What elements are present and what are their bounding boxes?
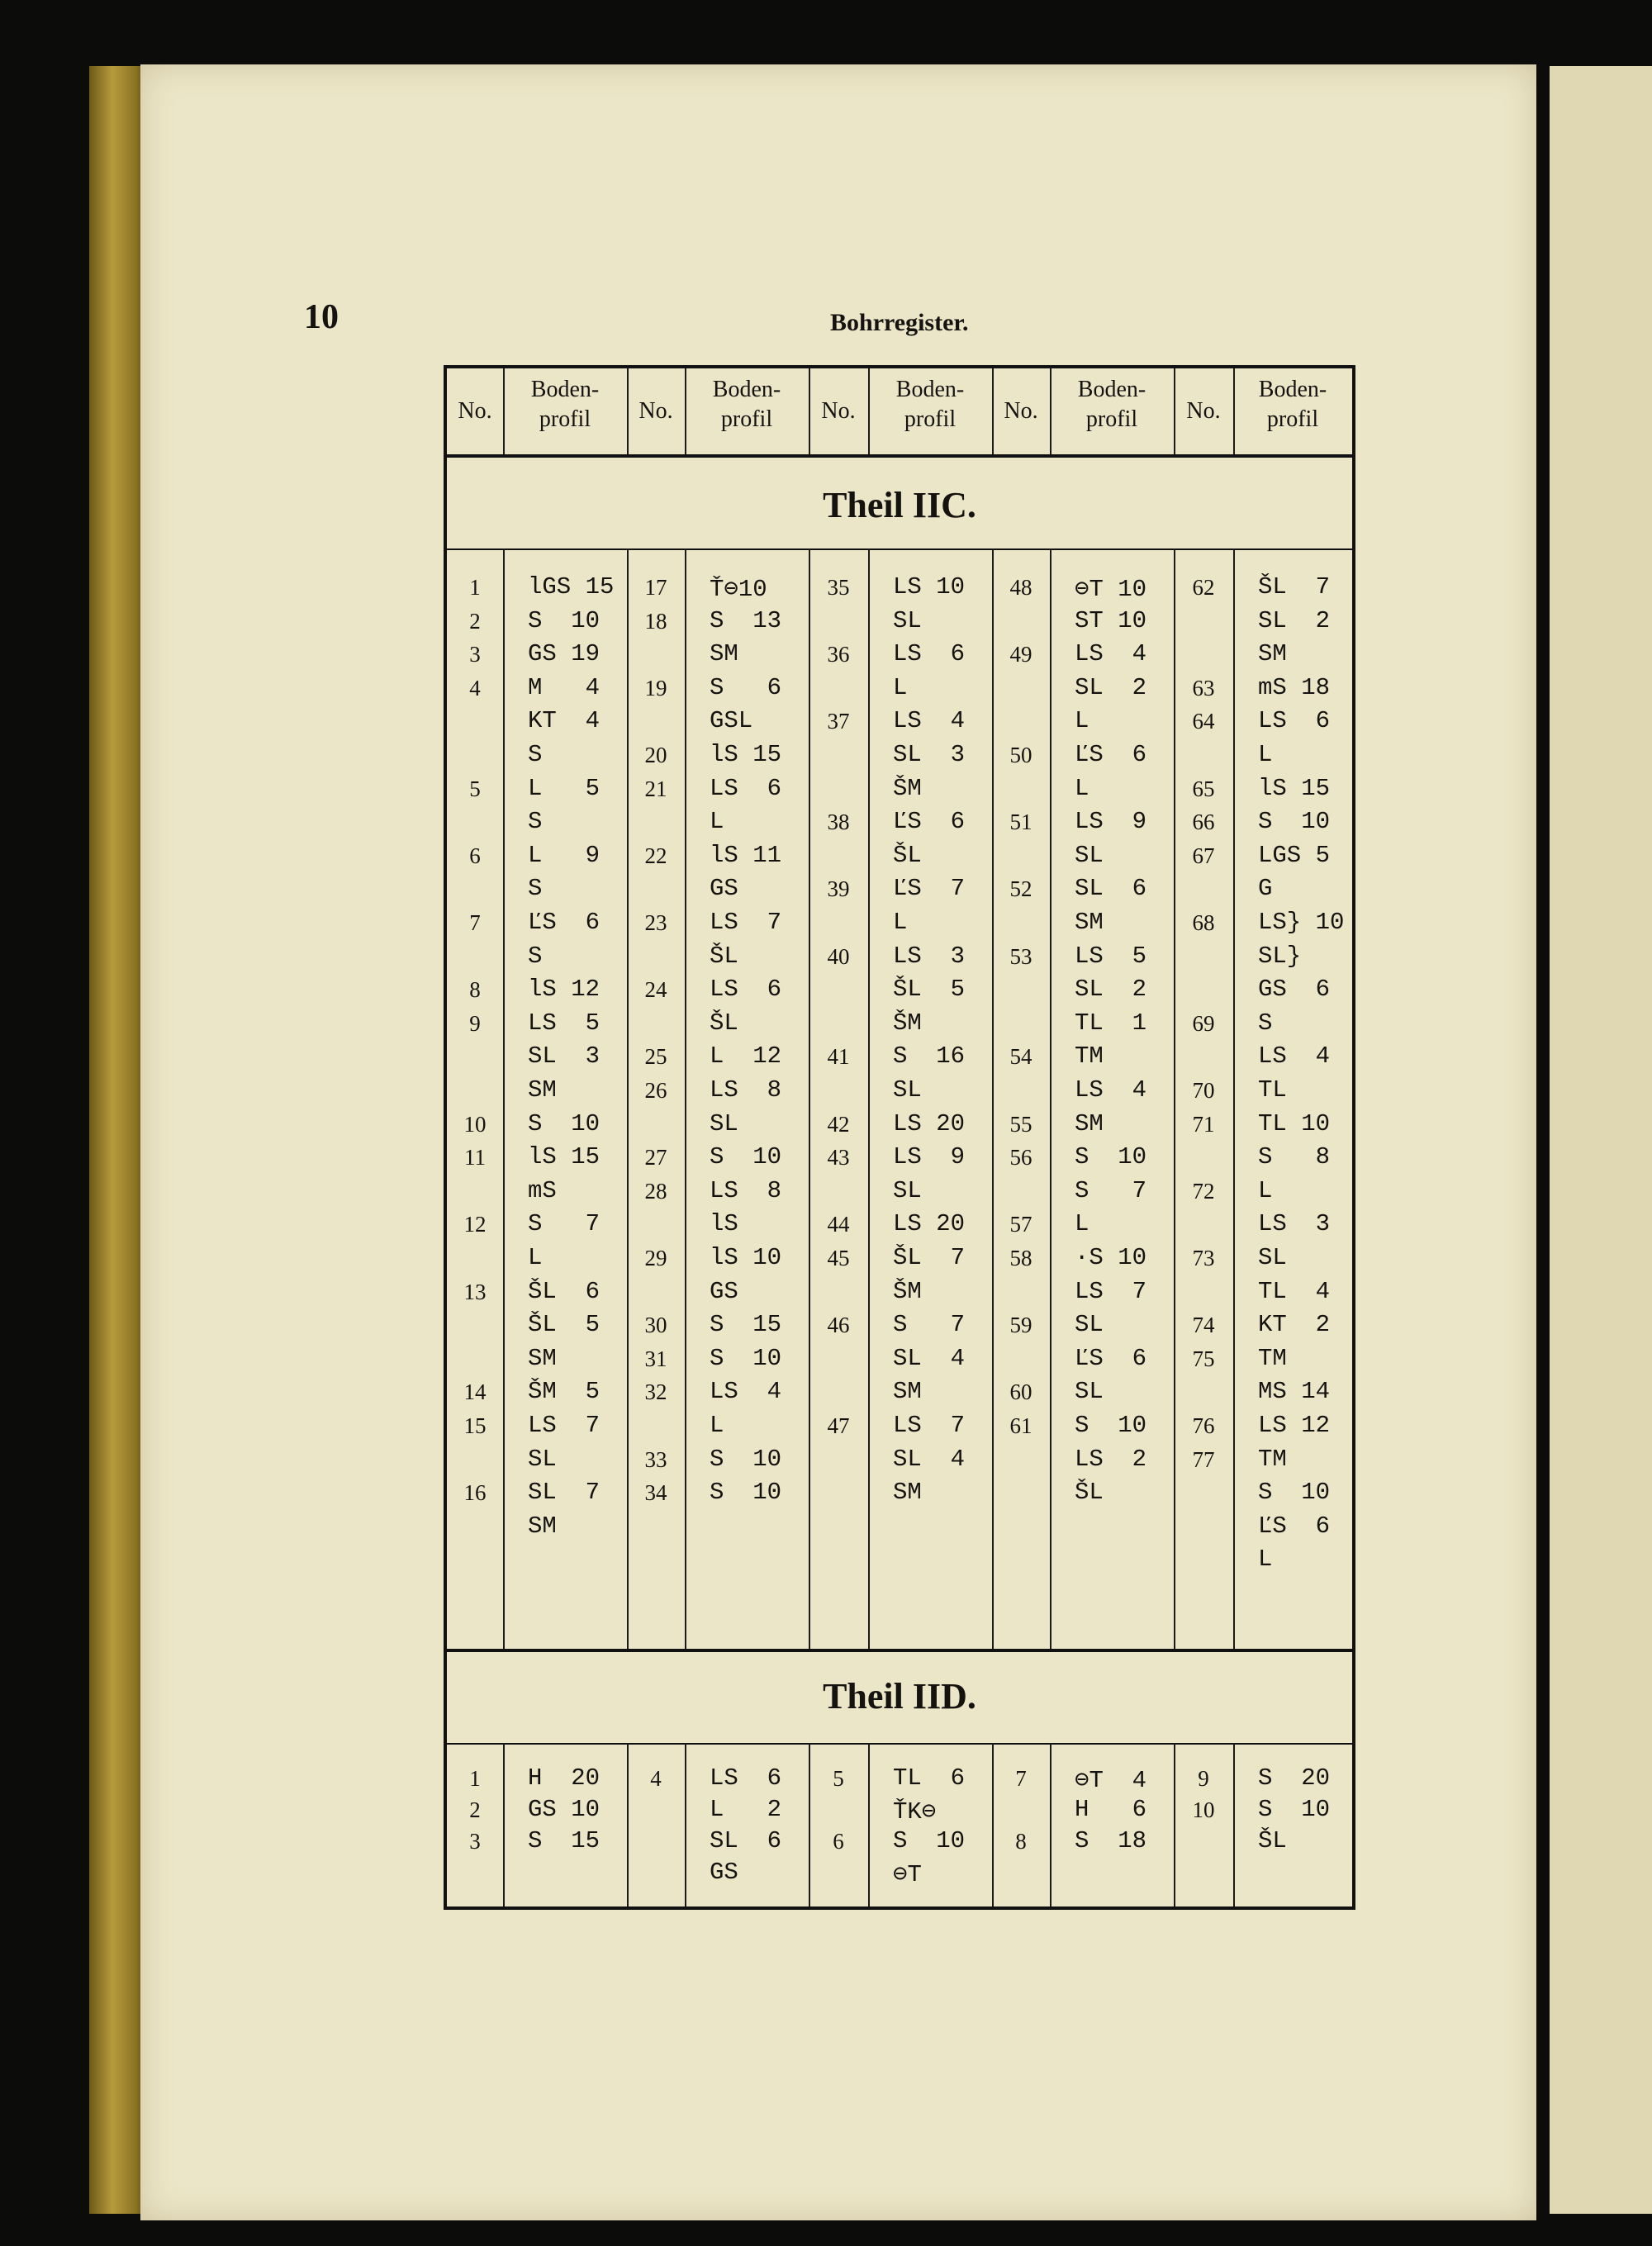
header-bodenprofil: Boden- profil [895, 377, 965, 433]
bore-number: 40 [827, 943, 850, 969]
profile-entry: LS 20 [893, 1210, 966, 1238]
profile-entry: LS 8 [710, 1076, 782, 1104]
column-rule [1174, 1743, 1175, 1906]
bore-number: 73 [1192, 1246, 1215, 1270]
column-rule [685, 548, 686, 1649]
column-rule [1050, 548, 1051, 1649]
profile-entry: SM [1258, 640, 1287, 668]
bore-number: 66 [1192, 810, 1215, 835]
profile-entry: ŤK⊖ [893, 1798, 937, 1826]
table-rule [447, 454, 1352, 458]
column-rule [627, 1743, 629, 1906]
profile-entry: LS 12 [1258, 1412, 1331, 1439]
profile-entry: TL [1258, 1076, 1287, 1104]
profile-entry: SL 3 [893, 741, 966, 768]
profile-entry: S 20 [1258, 1764, 1331, 1792]
profile-entry: S 7 [1075, 1176, 1147, 1204]
bore-number: 61 [1009, 1413, 1032, 1438]
profile-entry: LS 10 [893, 573, 966, 601]
profile-entry: S 10 [710, 1445, 782, 1473]
profile-entry: LS 4 [1075, 1076, 1147, 1104]
profile-entry: SL [1075, 841, 1104, 869]
profile-entry: L [710, 808, 724, 836]
bore-number: 75 [1192, 1346, 1215, 1371]
profile-entry: TL 6 [893, 1764, 966, 1792]
profile-entry: LS 7 [710, 909, 782, 936]
bore-number: 19 [644, 675, 667, 700]
bore-number: 58 [1009, 1246, 1032, 1270]
profile-entry: L [893, 909, 908, 936]
column-rule [809, 1743, 810, 1906]
profile-entry: SL} [1258, 942, 1302, 970]
profile-entry: S [528, 942, 543, 970]
column-rule [1233, 368, 1235, 454]
bore-number: 55 [1009, 1111, 1032, 1137]
bore-number: 36 [827, 642, 850, 667]
profile-entry: lS 12 [528, 976, 601, 1004]
column-rule [809, 548, 810, 1649]
bore-number: 10 [463, 1111, 487, 1137]
bore-number: 31 [644, 1346, 667, 1371]
profile-entry: ŠL [1075, 1479, 1104, 1507]
profile-entry: L [893, 673, 908, 701]
profile-entry: TM [1258, 1445, 1287, 1473]
bore-number: 46 [827, 1313, 850, 1338]
profile-entry: SL [893, 606, 922, 634]
profile-entry: LS 9 [893, 1143, 966, 1171]
header-bodenprofil: Boden- profil [1258, 377, 1327, 433]
profile-entry: L 2 [710, 1796, 782, 1823]
profile-entry: SM [528, 1512, 557, 1540]
profile-entry: SL [1258, 1244, 1287, 1271]
profile-entry: lS [710, 1210, 738, 1238]
profile-entry: lGS 15 [528, 573, 615, 601]
column-rule [503, 548, 505, 1649]
profile-entry: S 6 [710, 673, 782, 701]
profile-entry: SM [1075, 909, 1104, 936]
profile-entry: LS 6 [1258, 707, 1331, 735]
column-rule [992, 1743, 994, 1906]
profile-entry: SL 6 [710, 1827, 782, 1854]
profile-entry: ⊖T 10 [1075, 576, 1147, 603]
bore-number: 43 [827, 1145, 850, 1170]
bore-number: 35 [827, 575, 850, 600]
bore-number: 6 [469, 843, 481, 868]
profile-entry: L 5 [528, 774, 601, 802]
profile-entry: ŠL 5 [528, 1311, 601, 1339]
bore-number: 67 [1192, 843, 1215, 868]
profile-entry: SL 4 [893, 1445, 966, 1473]
bore-number: 24 [644, 977, 667, 1003]
bore-number: 8 [469, 977, 481, 1003]
column-rule [503, 1743, 505, 1906]
header-no: No. [458, 398, 492, 424]
bore-number: 34 [644, 1480, 667, 1506]
column-rule [1174, 368, 1175, 454]
bore-number: 27 [644, 1145, 667, 1170]
profile-entry: ·S 10 [1075, 1244, 1147, 1271]
bore-number: 10 [1192, 1797, 1215, 1822]
bore-number: 5 [469, 776, 481, 801]
profile-entry: ŠM 5 [528, 1378, 601, 1406]
profile-entry: LS 3 [893, 942, 966, 970]
profile-entry: S 10 [710, 1143, 782, 1171]
profile-entry: KT 4 [528, 707, 601, 735]
profile-entry: S 13 [710, 606, 782, 634]
profile-entry: LGS 5 [1258, 841, 1331, 869]
bore-number: 3 [469, 1829, 481, 1854]
column-rule [685, 1743, 686, 1906]
column-rule [1233, 1743, 1235, 1906]
column-rule [809, 368, 810, 454]
profile-entry: M 4 [528, 673, 601, 701]
header-bodenprofil: Boden- profil [530, 377, 600, 433]
profile-entry: ⊖T [893, 1861, 922, 1888]
profile-entry: TL 4 [1258, 1277, 1331, 1305]
section-title-iid: Theil IID. [823, 1676, 976, 1717]
profile-entry: LS 9 [1075, 808, 1147, 836]
column-rule [992, 548, 994, 1649]
bore-number: 14 [463, 1379, 487, 1405]
bore-number: 54 [1009, 1044, 1032, 1070]
bore-number: 25 [644, 1044, 667, 1070]
profile-entry: S [1258, 1009, 1273, 1037]
header-no: No. [638, 398, 673, 424]
bore-number: 6 [833, 1829, 844, 1854]
profile-entry: SL 2 [1258, 606, 1331, 634]
column-rule [992, 368, 994, 454]
profile-entry: TM [1075, 1042, 1104, 1071]
profile-entry: S 10 [1075, 1412, 1147, 1439]
column-rule [868, 368, 870, 454]
running-head: Bohrregister. [830, 309, 969, 336]
bore-number: 8 [1015, 1829, 1027, 1854]
profile-entry: S 7 [528, 1210, 601, 1238]
profile-entry: GS 19 [528, 640, 601, 668]
bore-number: 63 [1192, 675, 1215, 700]
profile-entry: SL [528, 1445, 557, 1473]
profile-entry: SL 2 [1075, 976, 1147, 1004]
bore-number: 59 [1009, 1313, 1032, 1338]
profile-entry: lS 15 [710, 741, 782, 768]
profile-entry: LS 7 [528, 1412, 601, 1439]
profile-entry: L 12 [710, 1042, 782, 1071]
bore-number: 71 [1192, 1111, 1215, 1137]
table-rule [447, 1649, 1352, 1652]
bore-number: 74 [1192, 1313, 1215, 1338]
bore-number: 18 [644, 608, 667, 634]
profile-entry: LS 7 [893, 1412, 966, 1439]
bohrregister-table [444, 365, 1355, 1910]
bore-number: 26 [644, 1078, 667, 1103]
bore-number: 1 [469, 1766, 481, 1791]
bore-number: 52 [1009, 876, 1032, 902]
bore-number: 20 [644, 743, 667, 767]
bore-number: 57 [1009, 1212, 1032, 1237]
profile-entry: ĽS 6 [1075, 741, 1147, 768]
profile-entry: LS 20 [893, 1109, 966, 1137]
bore-number: 15 [463, 1413, 487, 1438]
profile-entry: LS 4 [1258, 1042, 1331, 1071]
column-rule [1174, 548, 1175, 1649]
bore-number: 12 [463, 1212, 487, 1237]
profile-entry: ŠL 6 [528, 1277, 601, 1305]
bore-number: 45 [827, 1246, 850, 1270]
column-rule [627, 368, 629, 454]
bore-number: 32 [644, 1379, 667, 1405]
bore-number: 53 [1009, 943, 1032, 969]
profile-entry: L [1075, 707, 1089, 735]
profile-entry: SL [893, 1076, 922, 1104]
column-rule [627, 548, 629, 1649]
column-rule [503, 368, 505, 454]
profile-entry: H 20 [528, 1764, 601, 1792]
profile-entry: S 10 [1258, 1796, 1331, 1823]
profile-entry: ĽS 6 [528, 909, 601, 936]
profile-entry: LS 4 [893, 707, 966, 735]
profile-entry: ŠL 5 [893, 976, 966, 1004]
bore-number: 56 [1009, 1145, 1032, 1170]
profile-entry: S 15 [528, 1827, 601, 1854]
profile-entry: ŠM [893, 774, 922, 802]
profile-entry: LS} 10 [1258, 909, 1345, 936]
profile-entry: ĽS 6 [893, 808, 966, 836]
profile-entry: LS 8 [710, 1176, 782, 1204]
profile-entry: SL [1075, 1311, 1104, 1339]
profile-entry: SL 6 [1075, 875, 1147, 903]
bore-number: 7 [1015, 1766, 1027, 1791]
bore-number: 38 [827, 810, 850, 835]
bore-number: 68 [1192, 910, 1215, 935]
page-number: 10 [304, 298, 339, 336]
profile-entry: L [1075, 774, 1089, 802]
profile-entry: LS 6 [710, 774, 782, 802]
profile-entry: SM [893, 1378, 922, 1406]
bore-number: 60 [1009, 1379, 1032, 1405]
bore-number: 47 [827, 1413, 850, 1438]
section-title-iic: Theil IIC. [823, 485, 976, 525]
bore-number: 51 [1009, 810, 1032, 835]
column-rule [1233, 548, 1235, 1649]
profile-entry: SM [528, 1076, 557, 1104]
profile-entry: ŠL [1258, 1827, 1287, 1854]
bore-number: 16 [463, 1480, 487, 1506]
profile-entry: LS 3 [1258, 1210, 1331, 1238]
bore-number: 44 [827, 1212, 850, 1237]
profile-entry: S 10 [1258, 1479, 1331, 1507]
bore-number: 13 [463, 1279, 487, 1304]
bore-number: 4 [469, 675, 481, 700]
header-no: No. [1004, 398, 1038, 424]
profile-entry: L 9 [528, 841, 601, 869]
bore-number: 72 [1192, 1178, 1215, 1204]
profile-entry: S 16 [893, 1042, 966, 1071]
profile-entry: ĽS 6 [1258, 1512, 1331, 1540]
bore-number: 39 [827, 876, 850, 902]
profile-entry: GS [710, 875, 738, 903]
profile-entry: ĽS 7 [893, 875, 966, 903]
profile-entry: lS 15 [1258, 774, 1331, 802]
profile-entry: S 15 [710, 1311, 782, 1339]
profile-entry: LS 4 [1075, 640, 1147, 668]
bore-number: 65 [1192, 776, 1215, 801]
bore-number: 70 [1192, 1078, 1215, 1103]
bore-number: 64 [1192, 709, 1215, 734]
bore-number: 5 [833, 1766, 844, 1791]
profile-entry: S 10 [1258, 808, 1331, 836]
profile-entry: lS 11 [710, 841, 782, 869]
profile-entry: S 7 [893, 1311, 966, 1339]
bore-number: 76 [1192, 1413, 1215, 1438]
profile-entry: mS 18 [1258, 673, 1331, 701]
profile-entry: S [528, 741, 543, 768]
profile-entry: SM [893, 1479, 922, 1507]
book-page-edges [89, 66, 147, 2214]
bore-number: 41 [827, 1044, 850, 1070]
bore-number: 42 [827, 1111, 850, 1137]
profile-entry: S 10 [528, 606, 601, 634]
profile-entry: TL 1 [1075, 1009, 1147, 1037]
profile-entry: SM [710, 640, 738, 668]
profile-entry: TL 10 [1258, 1109, 1331, 1137]
bore-number: 69 [1192, 1010, 1215, 1036]
profile-entry: SL [893, 1176, 922, 1204]
profile-entry: SL 7 [528, 1479, 601, 1507]
profile-entry: GS 6 [1258, 976, 1331, 1004]
table-rule [447, 1743, 1352, 1745]
profile-entry: LS 4 [710, 1378, 782, 1406]
profile-entry: ŠL [893, 841, 922, 869]
profile-entry: lS 15 [528, 1143, 601, 1171]
column-rule [868, 1743, 870, 1906]
profile-entry: TM [1258, 1344, 1287, 1372]
profile-entry: S 10 [710, 1344, 782, 1372]
facing-page-edge [1550, 66, 1652, 2214]
bore-number: 33 [644, 1446, 667, 1472]
profile-entry: S [528, 875, 543, 903]
profile-entry: S 10 [528, 1109, 601, 1137]
bore-number: 22 [644, 843, 667, 868]
profile-entry: LS 6 [893, 640, 966, 668]
profile-entry: GSL [710, 707, 753, 735]
header-no: No. [1186, 398, 1221, 424]
column-rule [685, 368, 686, 454]
bore-number: 77 [1192, 1446, 1215, 1472]
profile-entry: ŠL [710, 1009, 738, 1037]
bore-number: 37 [827, 709, 850, 734]
profile-entry: LS 5 [1075, 942, 1147, 970]
bore-number: 62 [1192, 575, 1215, 600]
profile-entry: SM [528, 1344, 557, 1372]
bore-number: 11 [464, 1145, 486, 1170]
bore-number: 49 [1009, 642, 1032, 667]
bore-number: 2 [469, 608, 481, 634]
column-rule [868, 548, 870, 1649]
profile-entry: GS [710, 1859, 738, 1886]
profile-entry: lS 10 [710, 1244, 782, 1271]
profile-entry: Ť⊖10 [710, 576, 767, 603]
profile-entry: SL 2 [1075, 673, 1147, 701]
bore-number: 17 [644, 575, 667, 600]
profile-entry: S 10 [893, 1827, 966, 1854]
profile-entry: LS 6 [710, 976, 782, 1004]
bore-number: 21 [644, 776, 667, 801]
profile-entry: ŠL 7 [1258, 573, 1331, 601]
column-rule [1050, 1743, 1051, 1906]
bore-number: 1 [469, 575, 481, 600]
profile-entry: ST 10 [1075, 606, 1147, 634]
bore-number: 2 [469, 1797, 481, 1822]
bore-number: 30 [644, 1313, 667, 1338]
bore-number: 3 [469, 642, 481, 667]
table-rule [447, 548, 1352, 550]
profile-entry: ⊖T 4 [1075, 1767, 1147, 1794]
profile-entry: L [1258, 1176, 1273, 1204]
profile-entry: ĽS 6 [1075, 1344, 1147, 1372]
profile-entry: L [1258, 1546, 1273, 1574]
profile-entry: L [1075, 1210, 1089, 1238]
profile-entry: SL 4 [893, 1344, 966, 1372]
profile-entry: LS 6 [710, 1764, 782, 1792]
profile-entry: LS 5 [528, 1009, 601, 1037]
profile-entry: H 6 [1075, 1796, 1147, 1823]
profile-entry: ŠL 7 [893, 1244, 966, 1271]
profile-entry: SL [1075, 1378, 1104, 1406]
profile-entry: GS 10 [528, 1796, 601, 1823]
profile-entry: SL [710, 1109, 738, 1137]
profile-entry: LS 2 [1075, 1445, 1147, 1473]
profile-entry: S [528, 808, 543, 836]
profile-entry: L [710, 1412, 724, 1439]
profile-entry: S 10 [1075, 1143, 1147, 1171]
profile-entry: ŠL [710, 942, 738, 970]
bore-number: 48 [1009, 575, 1032, 600]
bore-number: 9 [469, 1010, 481, 1036]
profile-entry: SL 3 [528, 1042, 601, 1071]
bore-number: 4 [650, 1766, 662, 1791]
profile-entry: L [528, 1244, 543, 1271]
profile-entry: S 18 [1075, 1827, 1147, 1854]
bore-number: 50 [1009, 743, 1032, 767]
header-bodenprofil: Boden- profil [1077, 377, 1146, 433]
bore-number: 23 [644, 910, 667, 935]
profile-entry: S 8 [1258, 1143, 1331, 1171]
profile-entry: S 10 [710, 1479, 782, 1507]
profile-entry: L [1258, 741, 1273, 768]
bore-number: 7 [469, 910, 481, 935]
profile-entry: G [1258, 875, 1273, 903]
bore-number: 9 [1198, 1766, 1209, 1791]
bore-number: 28 [644, 1178, 667, 1204]
profile-entry: SM [1075, 1109, 1104, 1137]
profile-entry: MS 14 [1258, 1378, 1331, 1406]
profile-entry: GS [710, 1277, 738, 1305]
profile-entry: LS 7 [1075, 1277, 1147, 1305]
profile-entry: ŠM [893, 1277, 922, 1305]
header-bodenprofil: Boden- profil [712, 377, 781, 433]
bore-number: 29 [644, 1246, 667, 1270]
profile-entry: ŠM [893, 1009, 922, 1037]
header-no: No. [821, 398, 856, 424]
column-rule [1050, 368, 1051, 454]
profile-entry: mS [528, 1176, 557, 1204]
profile-entry: KT 2 [1258, 1311, 1331, 1339]
